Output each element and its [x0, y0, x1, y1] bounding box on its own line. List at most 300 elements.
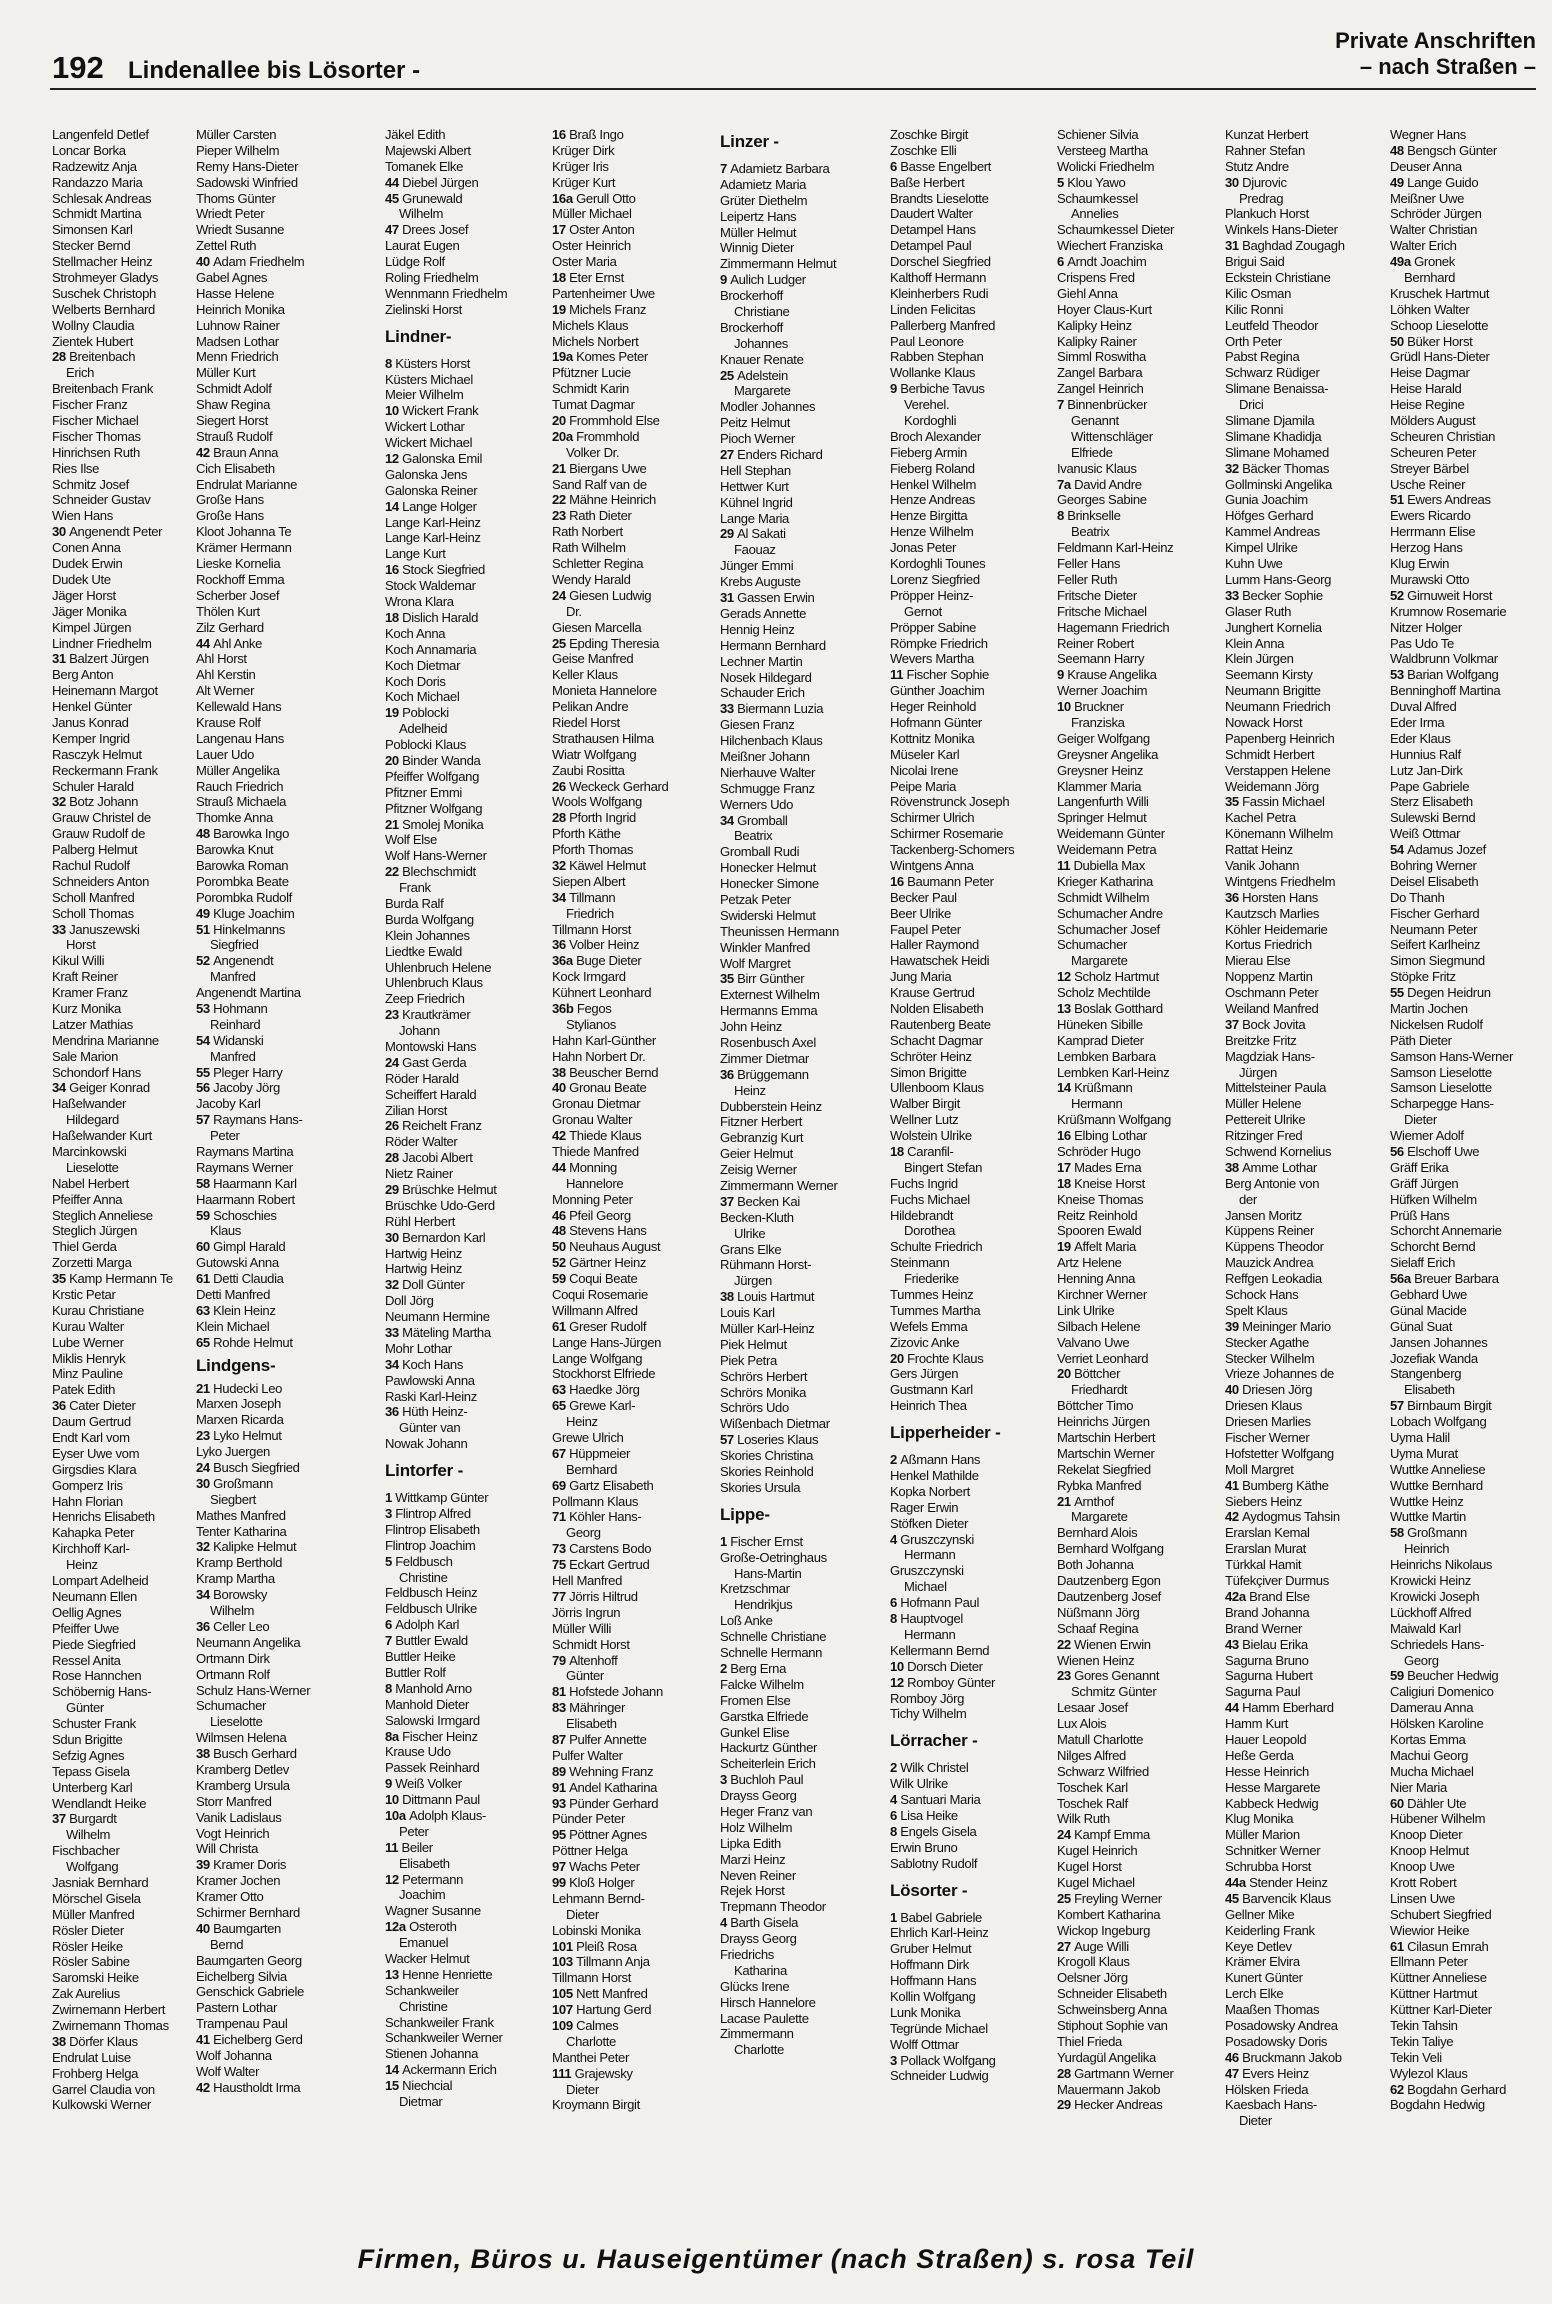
house-number: 1: [385, 1490, 396, 1506]
house-number: 42: [196, 2079, 214, 2095]
directory-entry: Schorcht Annemarie: [1390, 1223, 1502, 1239]
resident-name: Tillmann Anja: [576, 1954, 650, 1970]
directory-entry: Ehrlich Karl-Heinz: [890, 1925, 989, 1941]
directory-entry: [552, 1732, 722, 1748]
house-number: 30: [52, 524, 70, 540]
directory-entry: Wuttke Anneliese: [1390, 1461, 1486, 1477]
directory-entry: Prüß Hans: [1390, 1207, 1450, 1223]
directory-entry: [196, 445, 386, 461]
resident-name: Bogdahn Gerhard: [1407, 2081, 1507, 2097]
resident-name: Angenendt: [213, 953, 274, 969]
house-number: 34: [385, 1356, 403, 1372]
house-number: 28: [52, 349, 70, 365]
house-number: 77: [552, 1588, 570, 1604]
house-number: 44: [385, 174, 403, 190]
directory-entry: [1057, 254, 1227, 270]
directory-entry: Schirmer Rosemarie: [890, 826, 1004, 842]
resident-name: Eichelberg Gerd: [213, 2032, 303, 2048]
directory-entry: Krüßmann Wolfgang: [1057, 1112, 1171, 1128]
directory-entry: [720, 590, 895, 606]
directory-entry: [552, 413, 722, 429]
resident-name: Brüschke Helmut: [402, 1182, 497, 1197]
house-number: 60: [196, 1239, 214, 1255]
directory-entry: Nowak Johann: [385, 1436, 468, 1452]
directory-entry: Manfred: [210, 1048, 256, 1064]
section-subtitle: – nach Straßen –: [1359, 54, 1536, 79]
house-number: 40: [196, 254, 214, 270]
resident-name: Eter Ernst: [569, 270, 624, 286]
house-number: 39: [196, 1857, 214, 1873]
resident-name: Bock Jovita: [1242, 1016, 1306, 1032]
directory-entry: Scholz Mechtilde: [1057, 985, 1151, 1001]
directory-entry: [890, 1611, 1060, 1627]
directory-entry: Dudek Erwin: [52, 556, 123, 572]
resident-name: Fegos: [576, 1000, 612, 1016]
directory-entry: [1390, 2082, 1550, 2098]
directory-entry: Drayss Georg: [720, 1788, 797, 1804]
directory-entry: Sterz Elisabeth: [1390, 794, 1473, 810]
directory-entry: Kellermann Bernd: [890, 1642, 990, 1658]
resident-name: Raymans Hans-: [213, 1112, 303, 1128]
directory-entry: Hölsken Karoline: [1390, 1716, 1484, 1732]
directory-entry: Wennmann Friedhelm: [385, 285, 508, 301]
house-number: 13: [385, 1966, 403, 1982]
resident-name: Adamietz Barbara: [730, 161, 830, 176]
directory-entry: [385, 1729, 553, 1745]
house-number: 8: [890, 1611, 901, 1627]
directory-entry: [385, 1118, 553, 1134]
directory-entry: [552, 2066, 722, 2082]
directory-entry: [1390, 1939, 1550, 1955]
directory-entry: Peipe Maria: [890, 778, 957, 794]
directory-entry: Gers Jürgen: [890, 1366, 959, 1382]
directory-entry: [1057, 508, 1227, 524]
directory-entry: [385, 1776, 553, 1792]
directory-entry: Tüfekçiver Durmus: [1225, 1573, 1329, 1589]
directory-entry: Henrichs Elisabeth: [52, 1509, 155, 1525]
resident-name: Angenendt Peter: [69, 524, 163, 540]
resident-name: Kloß Holger: [569, 1874, 635, 1890]
directory-entry: Wefels Emma: [890, 1318, 968, 1334]
directory-entry: Hartwig Heinz: [385, 1261, 462, 1277]
directory-entry: Gräff Erika: [1390, 1159, 1449, 1175]
directory-entry: [890, 1792, 1060, 1808]
resident-name: Affelt Maria: [1074, 1239, 1136, 1255]
directory-entry: Heinemann Margot: [52, 683, 158, 699]
directory-entry: Wagner Susanne: [385, 1903, 481, 1919]
directory-entry: Kimpel Ulrike: [1225, 540, 1298, 556]
house-number: 101: [552, 1938, 577, 1954]
directory-entry: Thölen Kurt: [196, 603, 260, 619]
directory-entry: [196, 1857, 386, 1873]
directory-entry: Ellmann Peter: [1390, 1954, 1468, 1970]
directory-entry: [552, 222, 722, 238]
page-number: 192: [52, 50, 104, 85]
directory-entry: Weiß Ottmar: [1390, 826, 1461, 842]
resident-name: Kalipke Helmut: [213, 1539, 297, 1555]
directory-entry: [1390, 492, 1550, 508]
street-heading: Lörracher -: [890, 1731, 978, 1751]
directory-entry: Fritsche Michael: [1057, 603, 1147, 619]
resident-name: Flintrop Alfred: [395, 1506, 471, 1522]
directory-entry: Schmidt Wilhelm: [1057, 889, 1150, 905]
directory-entry: Raski Karl-Heinz: [385, 1388, 477, 1404]
directory-entry: Annelies: [1071, 206, 1119, 222]
directory-entry: Georg: [1404, 1652, 1439, 1668]
directory-entry: Daudert Walter: [890, 206, 973, 222]
directory-entry: Garstka Elfriede: [720, 1708, 809, 1724]
directory-entry: Linsen Uwe: [1390, 1890, 1455, 1906]
resident-name: Bruckmann Jakob: [1242, 2049, 1342, 2065]
house-number: 11: [385, 1839, 402, 1855]
directory-entry: Zimmermann Helmut: [720, 256, 837, 272]
directory-entry: Kunzat Herbert: [1225, 127, 1309, 142]
resident-name: Weckeck Gerhard: [569, 778, 669, 794]
resident-name: Buge Dieter: [576, 953, 642, 969]
directory-entry: [552, 1557, 722, 1573]
house-number: 34: [196, 1587, 214, 1603]
resident-name: Driesen Jörg: [1242, 1382, 1313, 1398]
house-number: 1: [720, 1533, 731, 1549]
house-number: 49: [1390, 174, 1408, 190]
directory-entry: Höfges Gerhard: [1225, 508, 1314, 524]
directory-entry: Driesen Klaus: [1225, 1398, 1302, 1414]
directory-entry: Simml Roswitha: [1057, 349, 1146, 365]
directory-entry: Matull Charlotte: [1057, 1731, 1144, 1747]
directory-entry: [196, 1033, 386, 1049]
resident-name: Hinkelmanns: [213, 921, 285, 937]
directory-entry: Lange Karl-Heinz: [385, 530, 481, 546]
directory-entry: Palberg Helmut: [52, 842, 138, 858]
directory-entry: Lube Werner: [52, 1334, 124, 1350]
directory-entry: [890, 159, 1060, 175]
directory-entry: Ries Ilse: [52, 460, 100, 476]
directory-entry: Endrulat Luise: [52, 2049, 131, 2065]
directory-entry: Schuler Harald: [52, 778, 134, 794]
directory-entry: Hesse Margarete: [1225, 1779, 1321, 1795]
directory-entry: Frohberg Helga: [52, 2065, 139, 2081]
resident-name: Braß Ingo: [569, 127, 624, 142]
resident-name: Brand Else: [1249, 1588, 1310, 1604]
directory-entry: Hermann Bernhard: [720, 637, 826, 653]
directory-entry: Katharina: [734, 1962, 787, 1978]
directory-entry: Feller Hans: [1057, 556, 1121, 572]
directory-entry: [890, 1532, 1060, 1548]
directory-entry: Stellmacher Heinz: [52, 254, 153, 270]
directory-entry: Krüger Kurt: [552, 174, 616, 190]
directory-entry: Riedel Horst: [552, 714, 620, 730]
directory-entry: Nitzer Holger: [1390, 619, 1462, 635]
house-number: 14: [385, 2062, 403, 2078]
directory-entry: Wolf Walter: [196, 2063, 260, 2079]
directory-entry: Horst: [66, 937, 96, 953]
directory-entry: Schumacher Andre: [1057, 905, 1163, 921]
directory-entry: [196, 1271, 386, 1287]
resident-name: Smolej Monika: [402, 816, 484, 832]
directory-columns: [52, 127, 1542, 2232]
house-number: 6: [385, 1617, 396, 1633]
directory-entry: Mittelsteiner Paula: [1225, 1080, 1327, 1096]
directory-entry: Vanik Johann: [1225, 857, 1300, 873]
directory-entry: Gräff Jürgen: [1390, 1175, 1459, 1191]
house-number: 10: [385, 403, 403, 419]
house-number: 53: [1390, 667, 1408, 683]
directory-entry: Schnelle Hermann: [720, 1645, 823, 1661]
directory-entry: [196, 1381, 386, 1397]
resident-name: Grajewsky: [574, 2065, 633, 2081]
directory-entry: Seifert Karlheinz: [1390, 937, 1481, 953]
directory-entry: Ewers Ricardo: [1390, 508, 1471, 524]
house-number: 48: [1390, 142, 1408, 158]
directory-entry: Samson Lieselotte: [1390, 1080, 1492, 1096]
directory-entry: Fritsche Dieter: [1057, 587, 1137, 603]
resident-name: Frommhold Else: [569, 413, 660, 429]
directory-entry: [52, 1271, 202, 1287]
resident-name: Hamm Eberhard: [1242, 1700, 1334, 1716]
house-number: 17: [1057, 1159, 1075, 1175]
resident-name: Adam Friedhelm: [213, 254, 305, 270]
directory-entry: Porombka Beate: [196, 873, 289, 889]
resident-name: Barth Gisela: [730, 1915, 799, 1931]
resident-name: Romboy Günter: [907, 1674, 996, 1690]
house-number: 51: [1390, 492, 1408, 508]
directory-entry: Rose Hannchen: [52, 1668, 142, 1684]
directory-entry: Salowski Irmgard: [385, 1712, 480, 1728]
directory-entry: Schankweiler Werner: [385, 2030, 503, 2046]
house-number: 22: [1057, 1636, 1075, 1652]
directory-entry: Schaumkessel Dieter: [1057, 222, 1175, 238]
directory-entry: Tepass Gisela: [52, 1763, 130, 1779]
directory-entry: Sielaff Erich: [1390, 1255, 1456, 1271]
directory-entry: Vogt Heinrich: [196, 1825, 270, 1841]
resident-name: Binder Wanda: [402, 752, 481, 768]
directory-entry: Krogoll Klaus: [1057, 1954, 1130, 1970]
directory-entry: Simon Siegmund: [1390, 953, 1485, 969]
directory-entry: Schröder Hugo: [1057, 1144, 1141, 1159]
directory-entry: Monieta Hannelore: [552, 683, 657, 699]
street-heading: Lintorfer -: [385, 1461, 464, 1481]
directory-entry: Charlotte: [734, 2042, 784, 2058]
house-number: 19: [1057, 1239, 1075, 1255]
house-number: 30: [385, 1229, 403, 1245]
directory-entry: Küppens Theodor: [1225, 1239, 1324, 1255]
directory-entry: Hunnius Ralf: [1390, 746, 1461, 762]
resident-name: Berg Erna: [730, 1660, 787, 1676]
directory-entry: Liedtke Ewald: [385, 943, 462, 959]
directory-entry: Gabel Agnes: [196, 270, 268, 286]
directory-entry: Krüger Dirk: [552, 142, 615, 158]
directory-entry: Fromen Else: [720, 1692, 791, 1708]
directory-entry: [1225, 175, 1395, 191]
directory-entry: Schlesak Andreas: [52, 190, 152, 206]
directory-entry: Friederike: [904, 1271, 959, 1287]
directory-entry: Kroymann Birgit: [552, 2097, 640, 2113]
header-rule: [50, 88, 1536, 90]
directory-entry: Stockhorst Elfriede: [552, 1366, 656, 1382]
directory-entry: Storr Manfred: [196, 1793, 272, 1809]
directory-entry: Koch Michael: [385, 689, 460, 705]
house-number: 12: [890, 1674, 908, 1690]
directory-entry: Lompart Adelheid: [52, 1573, 149, 1589]
directory-entry: [385, 499, 553, 515]
directory-entry: Krause Rolf: [196, 714, 261, 730]
resident-name: Kneise Horst: [1074, 1175, 1145, 1191]
directory-entry: Strathausen Hilma: [552, 730, 654, 746]
directory-entry: [385, 1490, 553, 1506]
directory-entry: [1225, 238, 1395, 254]
directory-entry: [1390, 1525, 1550, 1541]
directory-entry: Samson Hans-Werner: [1390, 1048, 1513, 1064]
directory-entry: Knoop Helmut: [1390, 1843, 1469, 1859]
house-number: 61: [552, 1318, 570, 1334]
house-number: 33: [385, 1325, 403, 1341]
directory-entry: Pioch Werner: [720, 431, 795, 447]
directory-entry: [552, 636, 722, 652]
resident-name: Drees Josef: [402, 222, 469, 238]
directory-entry: Scherber Josef: [196, 587, 280, 603]
directory-entry: Madsen Lothar: [196, 333, 279, 349]
directory-entry: Lux Alois: [1057, 1716, 1107, 1732]
directory-entry: Mörschel Gisela: [52, 1890, 141, 1906]
directory-entry: Rösler Heike: [52, 1938, 123, 1954]
resident-name: Galonska Emil: [402, 451, 483, 467]
directory-entry: [1390, 334, 1550, 350]
directory-entry: [52, 1398, 202, 1414]
directory-entry: Burda Ralf: [385, 895, 444, 911]
directory-entry: [552, 1001, 722, 1017]
directory-entry: Buttler Heike: [385, 1649, 456, 1665]
directory-entry: Theunissen Hermann: [720, 923, 839, 939]
resident-name: Botz Johann: [69, 794, 139, 810]
house-number: 54: [196, 1032, 214, 1048]
directory-entry: [1390, 1398, 1550, 1414]
directory-entry: Genschick Gabriele: [196, 1984, 304, 2000]
directory-entry: Kaesbach Hans-: [1225, 2097, 1317, 2113]
directory-entry: Günther Joachim: [890, 683, 985, 699]
street-range: Lindenallee bis Lösorter -: [128, 57, 421, 84]
directory-entry: [890, 2053, 1060, 2069]
directory-entry: Kordoghli: [904, 413, 957, 429]
house-number: 41: [196, 2032, 214, 2048]
resident-name: Degen Heidrun: [1407, 985, 1491, 1001]
directory-entry: [552, 191, 722, 207]
directory-entry: Brand Johanna: [1225, 1604, 1310, 1620]
directory-entry: Pröpper Heinz-: [890, 587, 974, 603]
resident-name: Komes Peter: [576, 349, 648, 365]
directory-entry: Neumann Hermine: [385, 1309, 490, 1325]
directory-entry: Skories Ursula: [720, 1479, 801, 1495]
directory-entry: Frank: [399, 880, 431, 896]
directory-entry: Tillmann Horst: [552, 1970, 632, 1986]
resident-name: Buttler Ewald: [395, 1633, 468, 1649]
resident-name: Haarmann Karl: [213, 1175, 297, 1191]
directory-entry: Tillmann Horst: [552, 921, 632, 937]
directory-entry: Tekin Veli: [1390, 2049, 1442, 2065]
directory-entry: Piede Siegfried: [52, 1636, 136, 1652]
directory-entry: Rattat Heinz: [1225, 842, 1293, 858]
directory-entry: Bohring Werner: [1390, 857, 1477, 873]
resident-name: Bengsch Günter: [1407, 142, 1497, 158]
resident-name: Cilasun Emrah: [1407, 1938, 1489, 1954]
directory-entry: Glücks Irene: [720, 1978, 790, 1994]
directory-entry: Stecker Wilhelm: [1225, 1350, 1315, 1366]
directory-entry: Strauß Michaela: [196, 794, 287, 810]
house-number: 32: [385, 1277, 403, 1293]
resident-name: Lange Holger: [402, 498, 477, 514]
directory-entry: Wevers Martha: [890, 651, 974, 667]
directory-entry: [52, 794, 202, 810]
directory-entry: [196, 1112, 386, 1128]
directory-entry: Böttcher Timo: [1057, 1398, 1134, 1414]
house-number: 52: [1390, 587, 1408, 603]
directory-entry: Remy Hans-Dieter: [196, 158, 299, 174]
directory-entry: Kirchner Werner: [1057, 1287, 1147, 1303]
resident-name: Januszewski: [69, 921, 140, 937]
resident-name: Cater Dieter: [69, 1398, 136, 1414]
directory-entry: Müller Michael: [552, 206, 632, 222]
directory-entry: Elisabeth: [399, 1855, 450, 1871]
house-number: 55: [1390, 985, 1408, 1001]
directory-entry: Lumm Hans-Georg: [1225, 571, 1332, 587]
directory-entry: Thiel Frieda: [1057, 2033, 1122, 2049]
directory-entry: Faouaz: [734, 542, 776, 558]
resident-name: Oster Anton: [569, 222, 635, 238]
house-number: 6: [1057, 254, 1068, 270]
house-number: 39: [1225, 1318, 1243, 1334]
directory-entry: Zwirnemann Herbert: [52, 2002, 166, 2018]
directory-entry: Piek Petra: [720, 1352, 777, 1368]
directory-entry: Pas Udo Te: [1390, 635, 1454, 651]
house-number: 15: [385, 2078, 403, 2094]
resident-name: Binnenbrücker: [1067, 397, 1148, 413]
directory-entry: Wrona Klara: [385, 594, 454, 610]
directory-entry: [385, 403, 553, 419]
directory-entry: Zoschke Birgit: [890, 127, 969, 142]
directory-entry: [1057, 1239, 1227, 1255]
directory-entry: Kortus Friedrich: [1225, 937, 1312, 953]
house-number: 69: [552, 1477, 570, 1493]
directory-entry: Küsters Michael: [385, 371, 473, 387]
directory-entry: Hildegard: [66, 1112, 119, 1128]
directory-entry: Mauermann Jakob: [1057, 2081, 1161, 2097]
directory-entry: Zeep Friedrich: [385, 991, 465, 1007]
directory-entry: Kalthoff Hermann: [890, 270, 987, 286]
directory-entry: Hell Manfred: [552, 1573, 623, 1589]
directory-entry: [552, 1541, 722, 1557]
directory-entry: Geier Helmut: [720, 1146, 793, 1162]
directory-entry: Schacht Dagmar: [890, 1032, 983, 1048]
resident-name: Birr Günther: [737, 971, 805, 987]
directory-entry: [1390, 1668, 1550, 1684]
directory-entry: Fischbacher: [52, 1843, 120, 1859]
resident-name: Koch Hans: [402, 1356, 464, 1372]
directory-entry: Schaaf Regina: [1057, 1620, 1139, 1636]
directory-entry: [385, 1007, 553, 1023]
directory-entry: [1057, 1160, 1227, 1176]
house-number: 5: [385, 1553, 396, 1569]
house-number: 49: [196, 905, 214, 921]
directory-entry: Girgsdies Klara: [52, 1461, 137, 1477]
directory-entry: Rath Wilhelm: [552, 540, 626, 556]
directory-entry: [385, 191, 553, 207]
directory-entry: Michels Klaus: [552, 317, 629, 333]
directory-entry: Alt Werner: [196, 683, 255, 699]
directory-entry: Lückhoff Alfred: [1390, 1604, 1472, 1620]
house-number: 32: [52, 794, 70, 810]
directory-entry: Miklis Henryk: [52, 1350, 126, 1366]
directory-entry: Rösler Sabine: [52, 1954, 130, 1970]
directory-entry: Nickelsen Rudolf: [1390, 1016, 1483, 1032]
